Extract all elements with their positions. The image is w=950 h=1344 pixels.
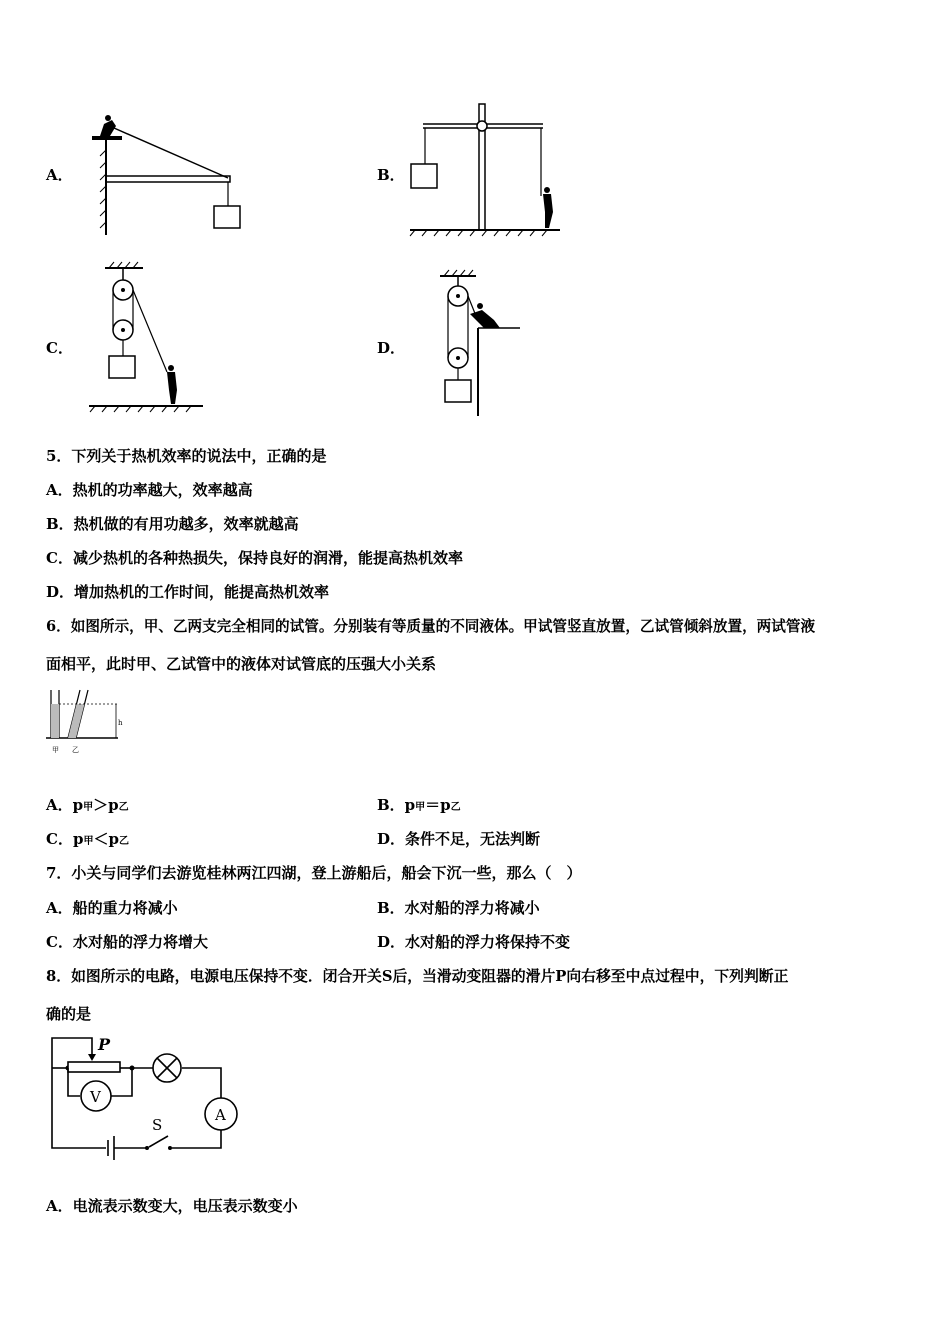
- q4-figure-d: [432, 270, 532, 418]
- q8-circuit-diagram: [46, 1030, 246, 1170]
- q4-option-b-label: B．: [377, 166, 405, 184]
- q4-option-d-label: D．: [377, 339, 406, 357]
- q6-option-c: C．p甲＜p乙: [46, 830, 129, 848]
- q8-stem-line2: 确的是: [46, 1005, 92, 1023]
- q8-ammeter-label: A: [215, 1106, 226, 1124]
- q7-option-a: A．船的重力将减小: [46, 899, 178, 917]
- q6-stem-line1: 6．如图所示，甲、乙两支完全相同的试管。分别装有等质量的不同液体。甲试管竖直放置，乙试管倾斜放置，两试管液: [46, 618, 816, 635]
- q4-figure-c: [85, 262, 215, 412]
- q6-stem-line2: 面相平，此时甲、乙试管中的液体对试管底的压强大小关系: [46, 655, 437, 673]
- q5-option-c: C．减少热机的各种热损失，保持良好的润滑，能提高热机效率: [46, 549, 463, 567]
- q4-option-c-label: C．: [46, 339, 73, 357]
- q7-option-d: D．水对船的浮力将保持不变: [377, 933, 571, 951]
- q5-option-d: D．增加热机的工作时间，能提高热机效率: [46, 583, 330, 601]
- q8-stem-line1: 8．如图所示的电路，电源电压保持不变．闭合开关S后，当滑动变阻器的滑片P向右移至中点过程中，下列判断正: [46, 968, 789, 985]
- q5-stem: 5．下列关于热机效率的说法中，正确的是: [46, 447, 327, 465]
- q5-option-b: B．热机做的有用功越多，效率就越高: [46, 515, 299, 533]
- q4-figure-a: [90, 110, 250, 240]
- q6-figure-label-h: h: [118, 719, 123, 727]
- q6-figure-label-yi: 乙: [72, 746, 79, 754]
- q6-option-a: A．p甲＞p乙: [46, 796, 129, 814]
- q8-switch-label: S: [152, 1116, 163, 1134]
- q4-figure-b: [405, 100, 565, 240]
- q8-voltmeter-label: V: [90, 1088, 101, 1106]
- q7-option-b: B．水对船的浮力将减小: [377, 899, 540, 917]
- q6-option-b: B．p甲＝p乙: [377, 796, 461, 814]
- q8-slider-label: P: [98, 1035, 111, 1054]
- q5-option-a: A．热机的功率越大，效率越高: [46, 481, 253, 499]
- q7-option-c: C．水对船的浮力将增大: [46, 933, 208, 951]
- q7-stem: 7．小关与同学们去游览桂林两江四湖，登上游船后，船会下沉一些，那么（ ）: [46, 864, 582, 882]
- q4-option-a-label: A．: [46, 166, 73, 184]
- q6-option-d: D．条件不足，无法判断: [377, 830, 541, 848]
- q6-test-tube-figure: [46, 688, 126, 758]
- q8-option-a: A．电流表示数变大，电压表示数变小: [46, 1197, 298, 1215]
- q6-figure-label-jia: 甲: [52, 746, 59, 754]
